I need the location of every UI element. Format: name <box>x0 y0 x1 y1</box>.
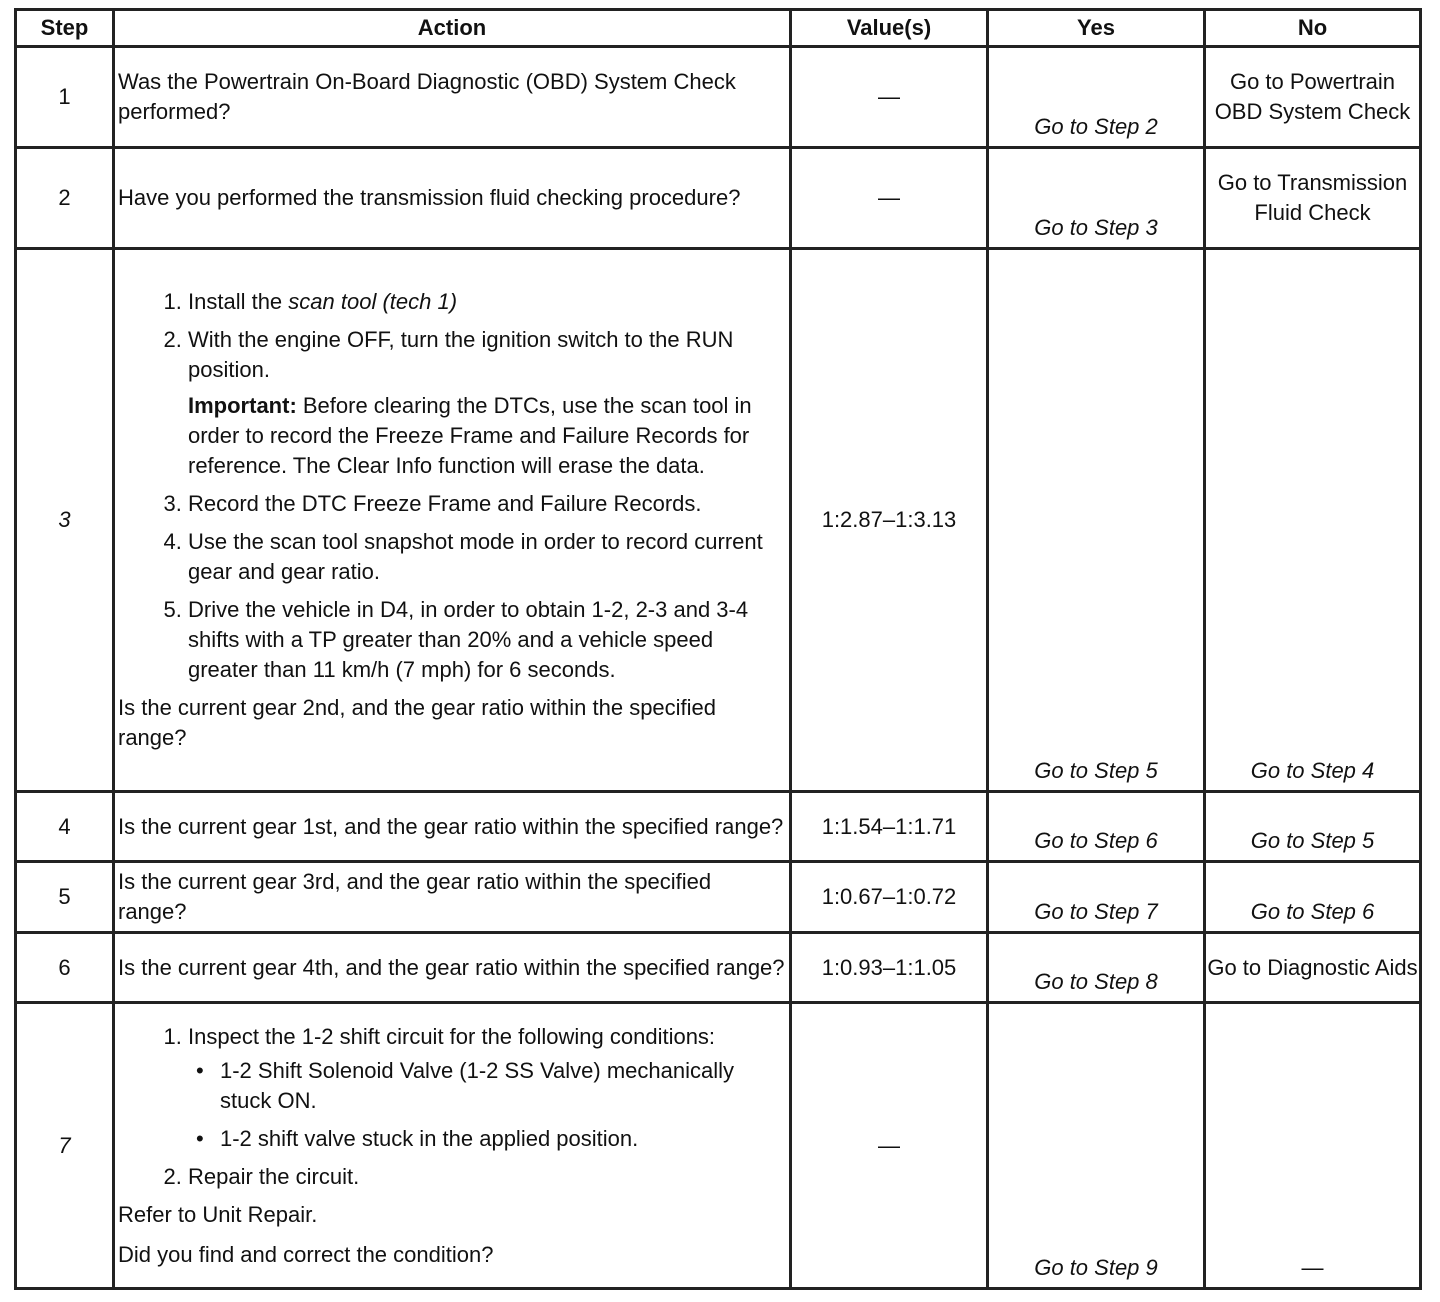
header-action: Action <box>114 10 791 47</box>
sub-step <box>188 1162 785 1192</box>
step-number: 1 <box>16 47 114 148</box>
step-number: 3 <box>16 249 114 792</box>
important-note <box>188 391 785 481</box>
sub-step <box>188 325 785 481</box>
diagnostic-table <box>14 8 1422 1290</box>
yes-link[interactable]: Go to Step 5 <box>988 249 1205 792</box>
yes-link[interactable]: Go to Step 8 <box>988 933 1205 1003</box>
table-row <box>16 792 1421 862</box>
condition-item: • 1-2 shift valve stuck in the applied position. <box>220 1124 785 1154</box>
sub-step <box>188 1022 785 1154</box>
no-link[interactable]: Go to Diagnostic Aids <box>1205 933 1421 1003</box>
sub-step-text: Install the <box>188 289 289 314</box>
header-no: No <box>1205 10 1421 47</box>
table-row <box>16 1003 1421 1289</box>
action-cell <box>114 1003 791 1289</box>
step-number: 2 <box>16 148 114 249</box>
sub-step <box>188 489 785 519</box>
question-text: Is the current gear 2nd, and the gear ratio within the specified range? <box>118 695 717 750</box>
sub-step <box>188 595 785 685</box>
step-number: 4 <box>16 792 114 862</box>
sub-step-list <box>118 1022 785 1192</box>
value-cell: 1:0.93–1:1.05 <box>791 933 988 1003</box>
question-text: Did you find and correct the condition? <box>118 1241 494 1267</box>
table-row <box>16 47 1421 148</box>
table-row <box>16 249 1421 792</box>
table-row <box>16 862 1421 933</box>
no-link[interactable]: Go to Step 4 <box>1205 249 1421 792</box>
sub-step-text: With the engine OFF, turn the ignition switch to the RUN position. <box>188 327 734 382</box>
action-text: Have you performed the transmission fluid checking procedure? <box>114 148 791 249</box>
no-link: — <box>1205 1003 1421 1289</box>
yes-link[interactable]: Go to Step 6 <box>988 792 1205 862</box>
important-text: Before clearing the DTCs, use the scan tool in order to record the Freeze Frame and Failure Records for reference. The Clear Info function will erase the data. <box>188 393 752 478</box>
condition-item: • 1-2 Shift Solenoid Valve (1-2 SS Valve) mechanically stuck ON. <box>220 1056 785 1116</box>
action-text: Is the current gear 3rd, and the gear ratio within the specified range? <box>114 862 791 933</box>
step-number: 7 <box>16 1003 114 1289</box>
sub-step <box>188 287 785 317</box>
table-row <box>16 148 1421 249</box>
value-cell: 1:2.87–1:3.13 <box>791 249 988 792</box>
value-cell: 1:0.67–1:0.72 <box>791 862 988 933</box>
condition-list <box>188 1056 785 1154</box>
header-values: Value(s) <box>791 10 988 47</box>
value-cell: — <box>791 1003 988 1289</box>
refer-text: Refer to Unit Repair. <box>118 1201 318 1227</box>
sub-step <box>188 527 785 587</box>
action-text: Is the current gear 1st, and the gear ratio within the specified range? <box>114 792 791 862</box>
no-link[interactable]: Go to Step 5 <box>1205 792 1421 862</box>
sub-step-text: Inspect the 1-2 shift circuit for the following conditions: <box>188 1023 716 1049</box>
sub-step-text: Repair the circuit. <box>188 1163 360 1189</box>
action-text: Was the Powertrain On-Board Diagnostic (OBD) System Check performed? <box>114 47 791 148</box>
important-label: Important: <box>188 393 297 418</box>
sub-step-text: Record the DTC Freeze Frame and Failure Records. <box>188 491 702 516</box>
no-link[interactable]: Go to Powertrain OBD System Check <box>1205 47 1421 148</box>
action-cell <box>114 249 791 792</box>
no-link[interactable]: Go to Step 6 <box>1205 862 1421 933</box>
table-row <box>16 933 1421 1003</box>
sub-step-list <box>118 287 785 685</box>
sub-step-text: Use the scan tool snapshot mode in order to record current gear and gear ratio. <box>188 529 763 584</box>
no-link[interactable]: Go to Transmission Fluid Check <box>1205 148 1421 249</box>
value-cell: 1:1.54–1:1.71 <box>791 792 988 862</box>
step-number: 6 <box>16 933 114 1003</box>
header-row <box>16 10 1421 47</box>
value-cell: — <box>791 148 988 249</box>
yes-link[interactable]: Go to Step 3 <box>988 148 1205 249</box>
scan-tool-term: scan tool (tech 1) <box>288 289 458 314</box>
yes-link[interactable]: Go to Step 7 <box>988 862 1205 933</box>
value-cell: — <box>791 47 988 148</box>
header-yes: Yes <box>988 10 1205 47</box>
step-number: 5 <box>16 862 114 933</box>
yes-link[interactable]: Go to Step 9 <box>988 1003 1205 1289</box>
action-text: Is the current gear 4th, and the gear ratio within the specified range? <box>114 933 791 1003</box>
header-step: Step <box>16 10 114 47</box>
yes-link[interactable]: Go to Step 2 <box>988 47 1205 148</box>
sub-step-text: Drive the vehicle in D4, in order to obtain 1-2, 2-3 and 3-4 shifts with a TP greater than 20% and a vehicle speed greater than 11 km/h (7 mph) for 6 seconds. <box>188 597 749 682</box>
